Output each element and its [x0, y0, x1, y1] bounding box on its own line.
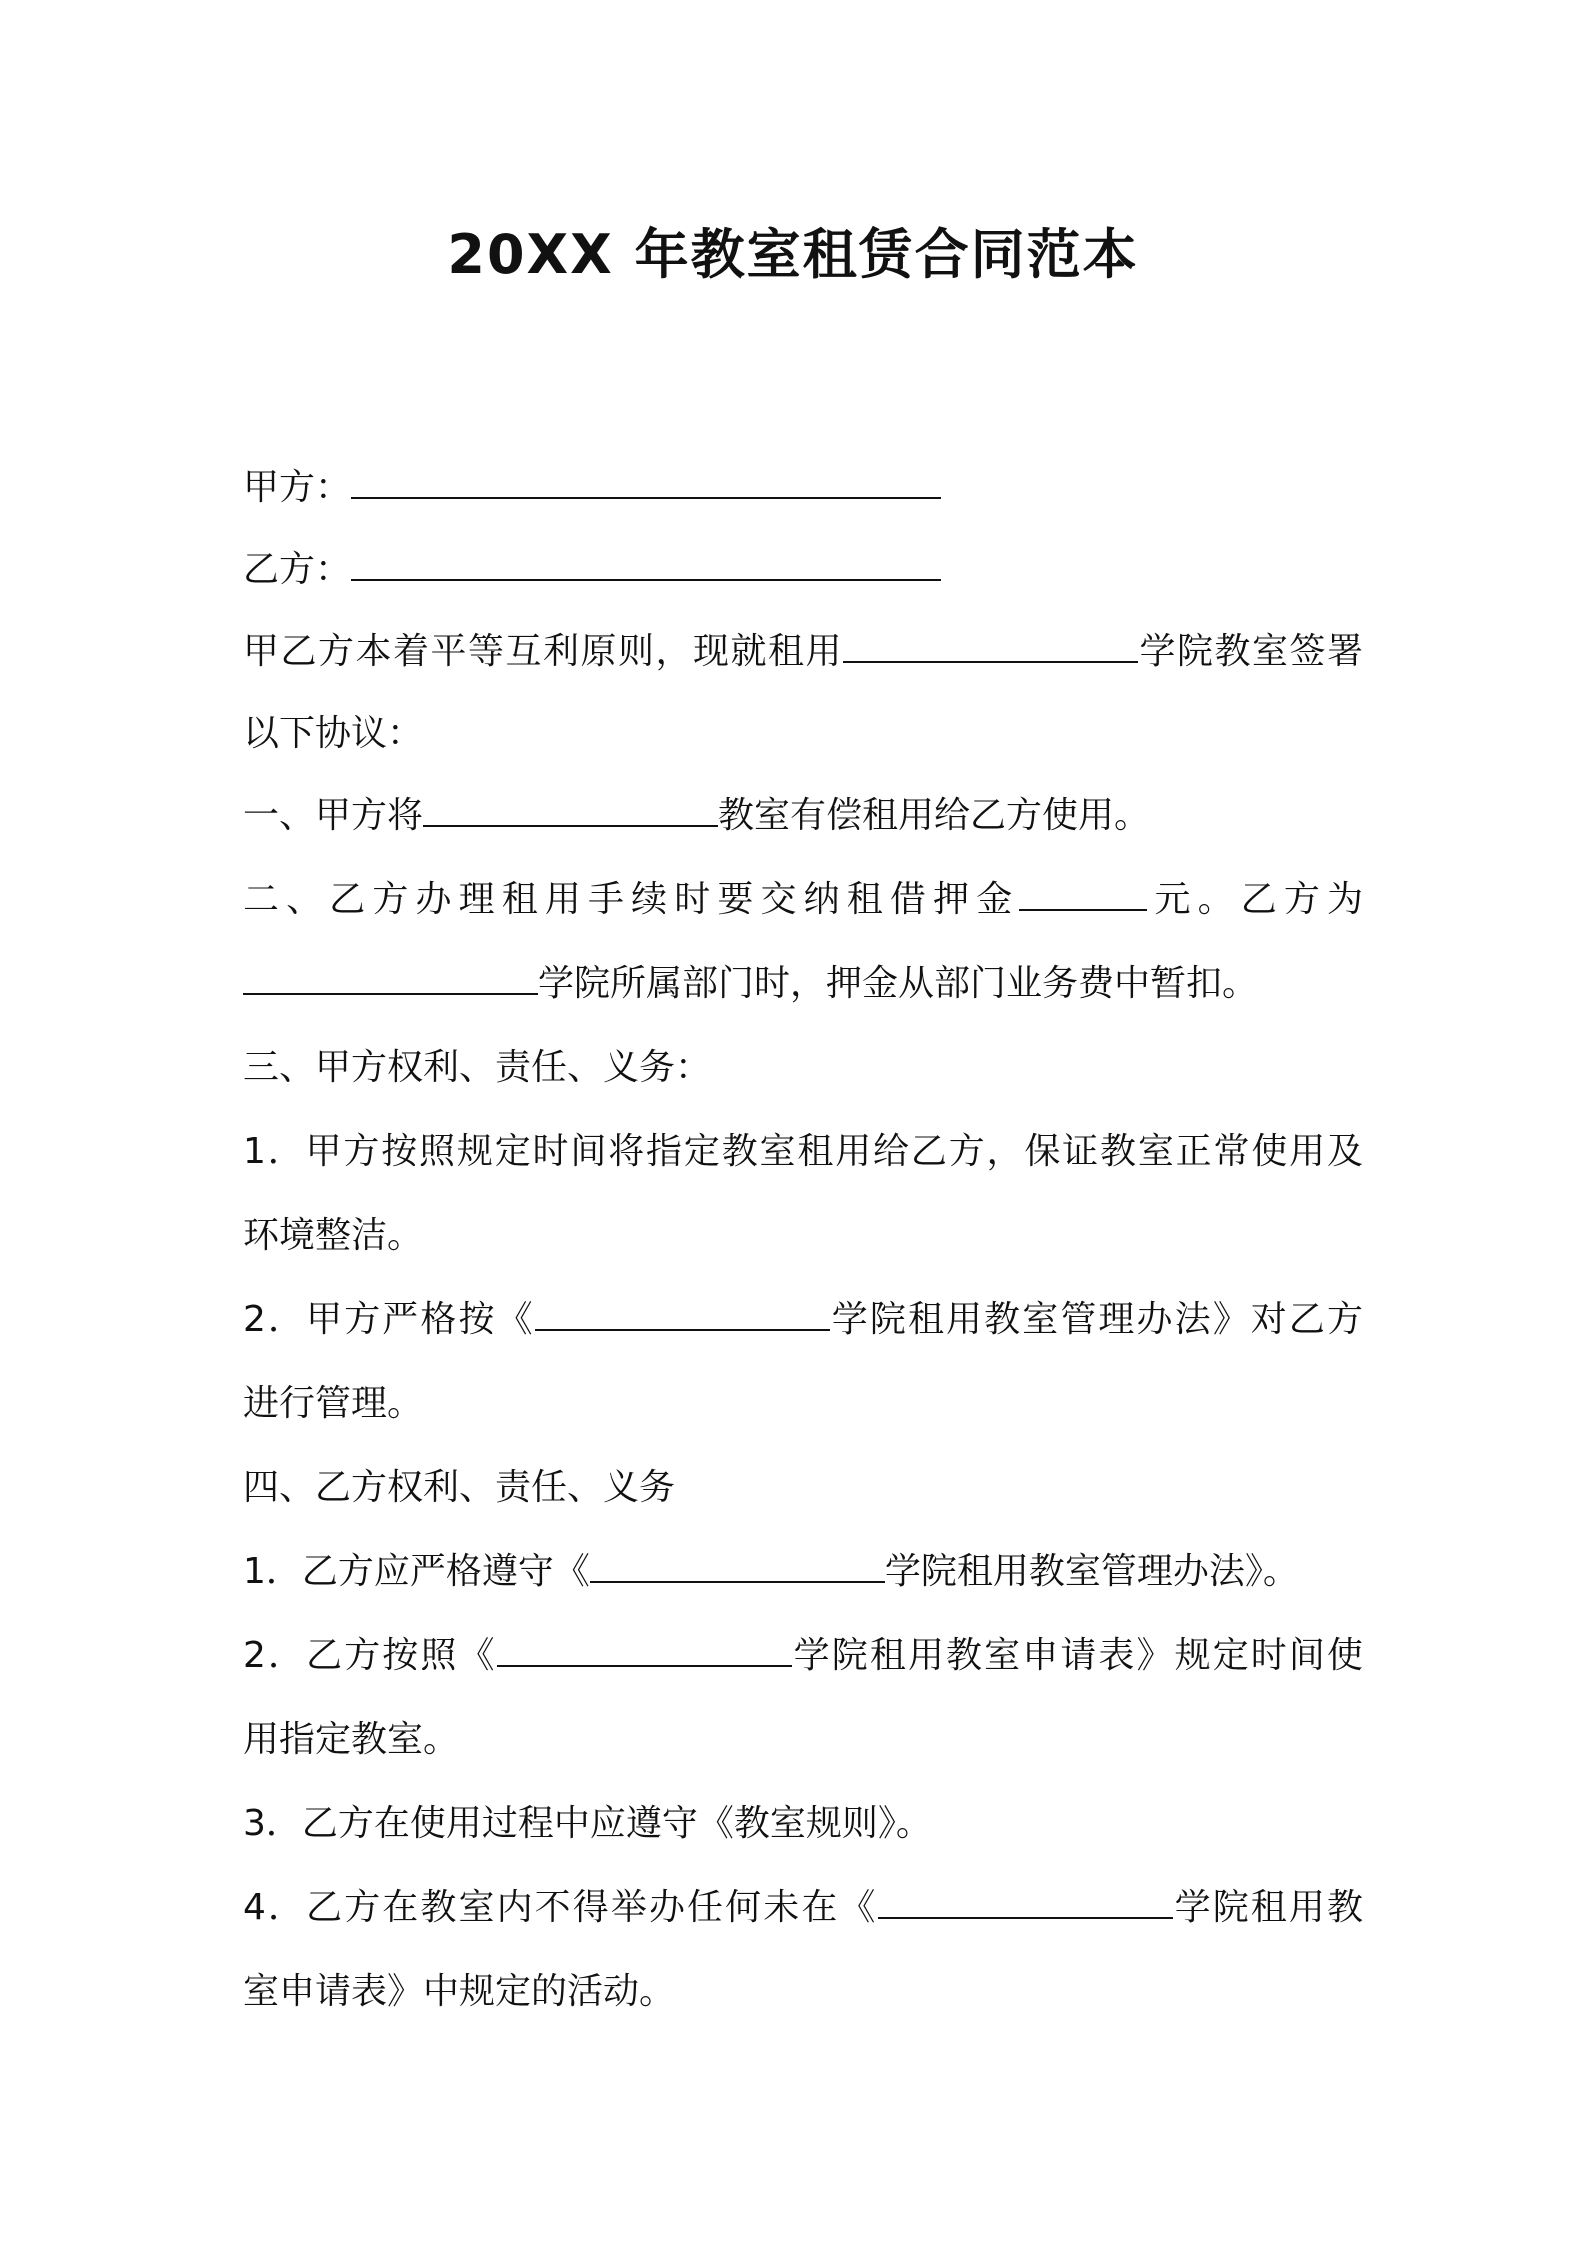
party-a-blank[interactable] [351, 465, 941, 499]
clause-4-item-1 [243, 1542, 1363, 1602]
intro-text-2: 学院教室签署 [1137, 631, 1363, 672]
clause-1-suffix: 教室有偿租用给乙方使用。 [718, 795, 1151, 836]
clause-3-item-2-blank[interactable] [535, 1297, 830, 1331]
clause-2-line-2 [243, 954, 1363, 1014]
clause-3-item-1-text: 1．甲方按照规定时间将指定教室租用给乙方，保证教室正常使用及 [243, 1131, 1363, 1172]
party-a-line [243, 458, 1363, 518]
clause-3-item-1-line-1 [243, 1122, 1363, 1182]
clause-4-item-4-line-2: 室申请表》中规定的活动。 [243, 1971, 676, 2012]
clause-4-item-2-line-1 [243, 1626, 1363, 1686]
intro-line-1 [243, 622, 1363, 682]
clause-4-item-2-line-2: 用指定教室。 [243, 1719, 460, 1760]
clause-3-item-1-line-2: 环境整洁。 [243, 1215, 424, 1256]
party-b-label: 乙方： [243, 549, 352, 590]
clause-4-item-4-suffix: 学院租用教 [1172, 1887, 1363, 1928]
document-title: 20XX 年教室租赁合同范本 [447, 223, 1139, 286]
clause-2-text-3: 学院所属部门时，押金从部门业务费中暂扣。 [538, 963, 1259, 1004]
clause-4-item-2-suffix: 学院租用教室申请表》规定时间使 [791, 1635, 1363, 1676]
clause-3-item-2-line-1 [243, 1290, 1363, 1350]
clause-1-blank[interactable] [423, 793, 718, 827]
clause-4-item-1-prefix: 1．乙方应严格遵守《 [243, 1551, 590, 1592]
clause-4-item-4-blank[interactable] [878, 1885, 1173, 1919]
party-a-label: 甲方： [243, 467, 352, 508]
clause-4-item-4-line-1 [243, 1878, 1363, 1938]
clause-2-text-1: 二、乙方办理租用手续时要交纳租借押金 [243, 879, 1020, 920]
clause-3-heading: 三、甲方权利、责任、义务： [243, 1047, 712, 1088]
clause-2-line-1 [243, 870, 1363, 930]
party-b-line [243, 540, 1363, 600]
intro-line-2 [243, 704, 1363, 764]
clause-4-item-4-prefix: 4．乙方在教室内不得举办任何未在《 [243, 1887, 878, 1928]
intro-text-3: 以下协议： [243, 713, 424, 754]
clause-3-item-2-suffix: 学院租用教室管理办法》对乙方 [829, 1299, 1363, 1340]
clause-2-text-2: 元。乙方为 [1147, 879, 1363, 920]
clause-1-prefix: 一、甲方将 [243, 795, 424, 836]
intro-text-1: 甲乙方本着平等互利原则，现就租用 [243, 631, 843, 672]
clause-4-item-2-prefix: 2．乙方按照《 [243, 1635, 497, 1676]
clause-2-college-blank[interactable] [243, 961, 538, 995]
clause-4-item-3: 3．乙方在使用过程中应遵守《教室规则》。 [243, 1803, 932, 1844]
clause-4-item-1-suffix: 学院租用教室管理办法》。 [884, 1551, 1299, 1592]
deposit-amount-blank[interactable] [1019, 877, 1147, 911]
clause-4-heading: 四、乙方权利、责任、义务 [243, 1467, 676, 1508]
clause-3-item-2-line-2: 进行管理。 [243, 1383, 424, 1424]
clause-4-item-2-blank[interactable] [497, 1633, 792, 1667]
clause-4-item-1-blank[interactable] [590, 1549, 885, 1583]
party-b-blank[interactable] [351, 547, 941, 581]
clause-3-item-2-prefix: 2．甲方严格按《 [243, 1299, 535, 1340]
intro-college-blank[interactable] [843, 629, 1138, 663]
clause-1 [243, 786, 1363, 846]
